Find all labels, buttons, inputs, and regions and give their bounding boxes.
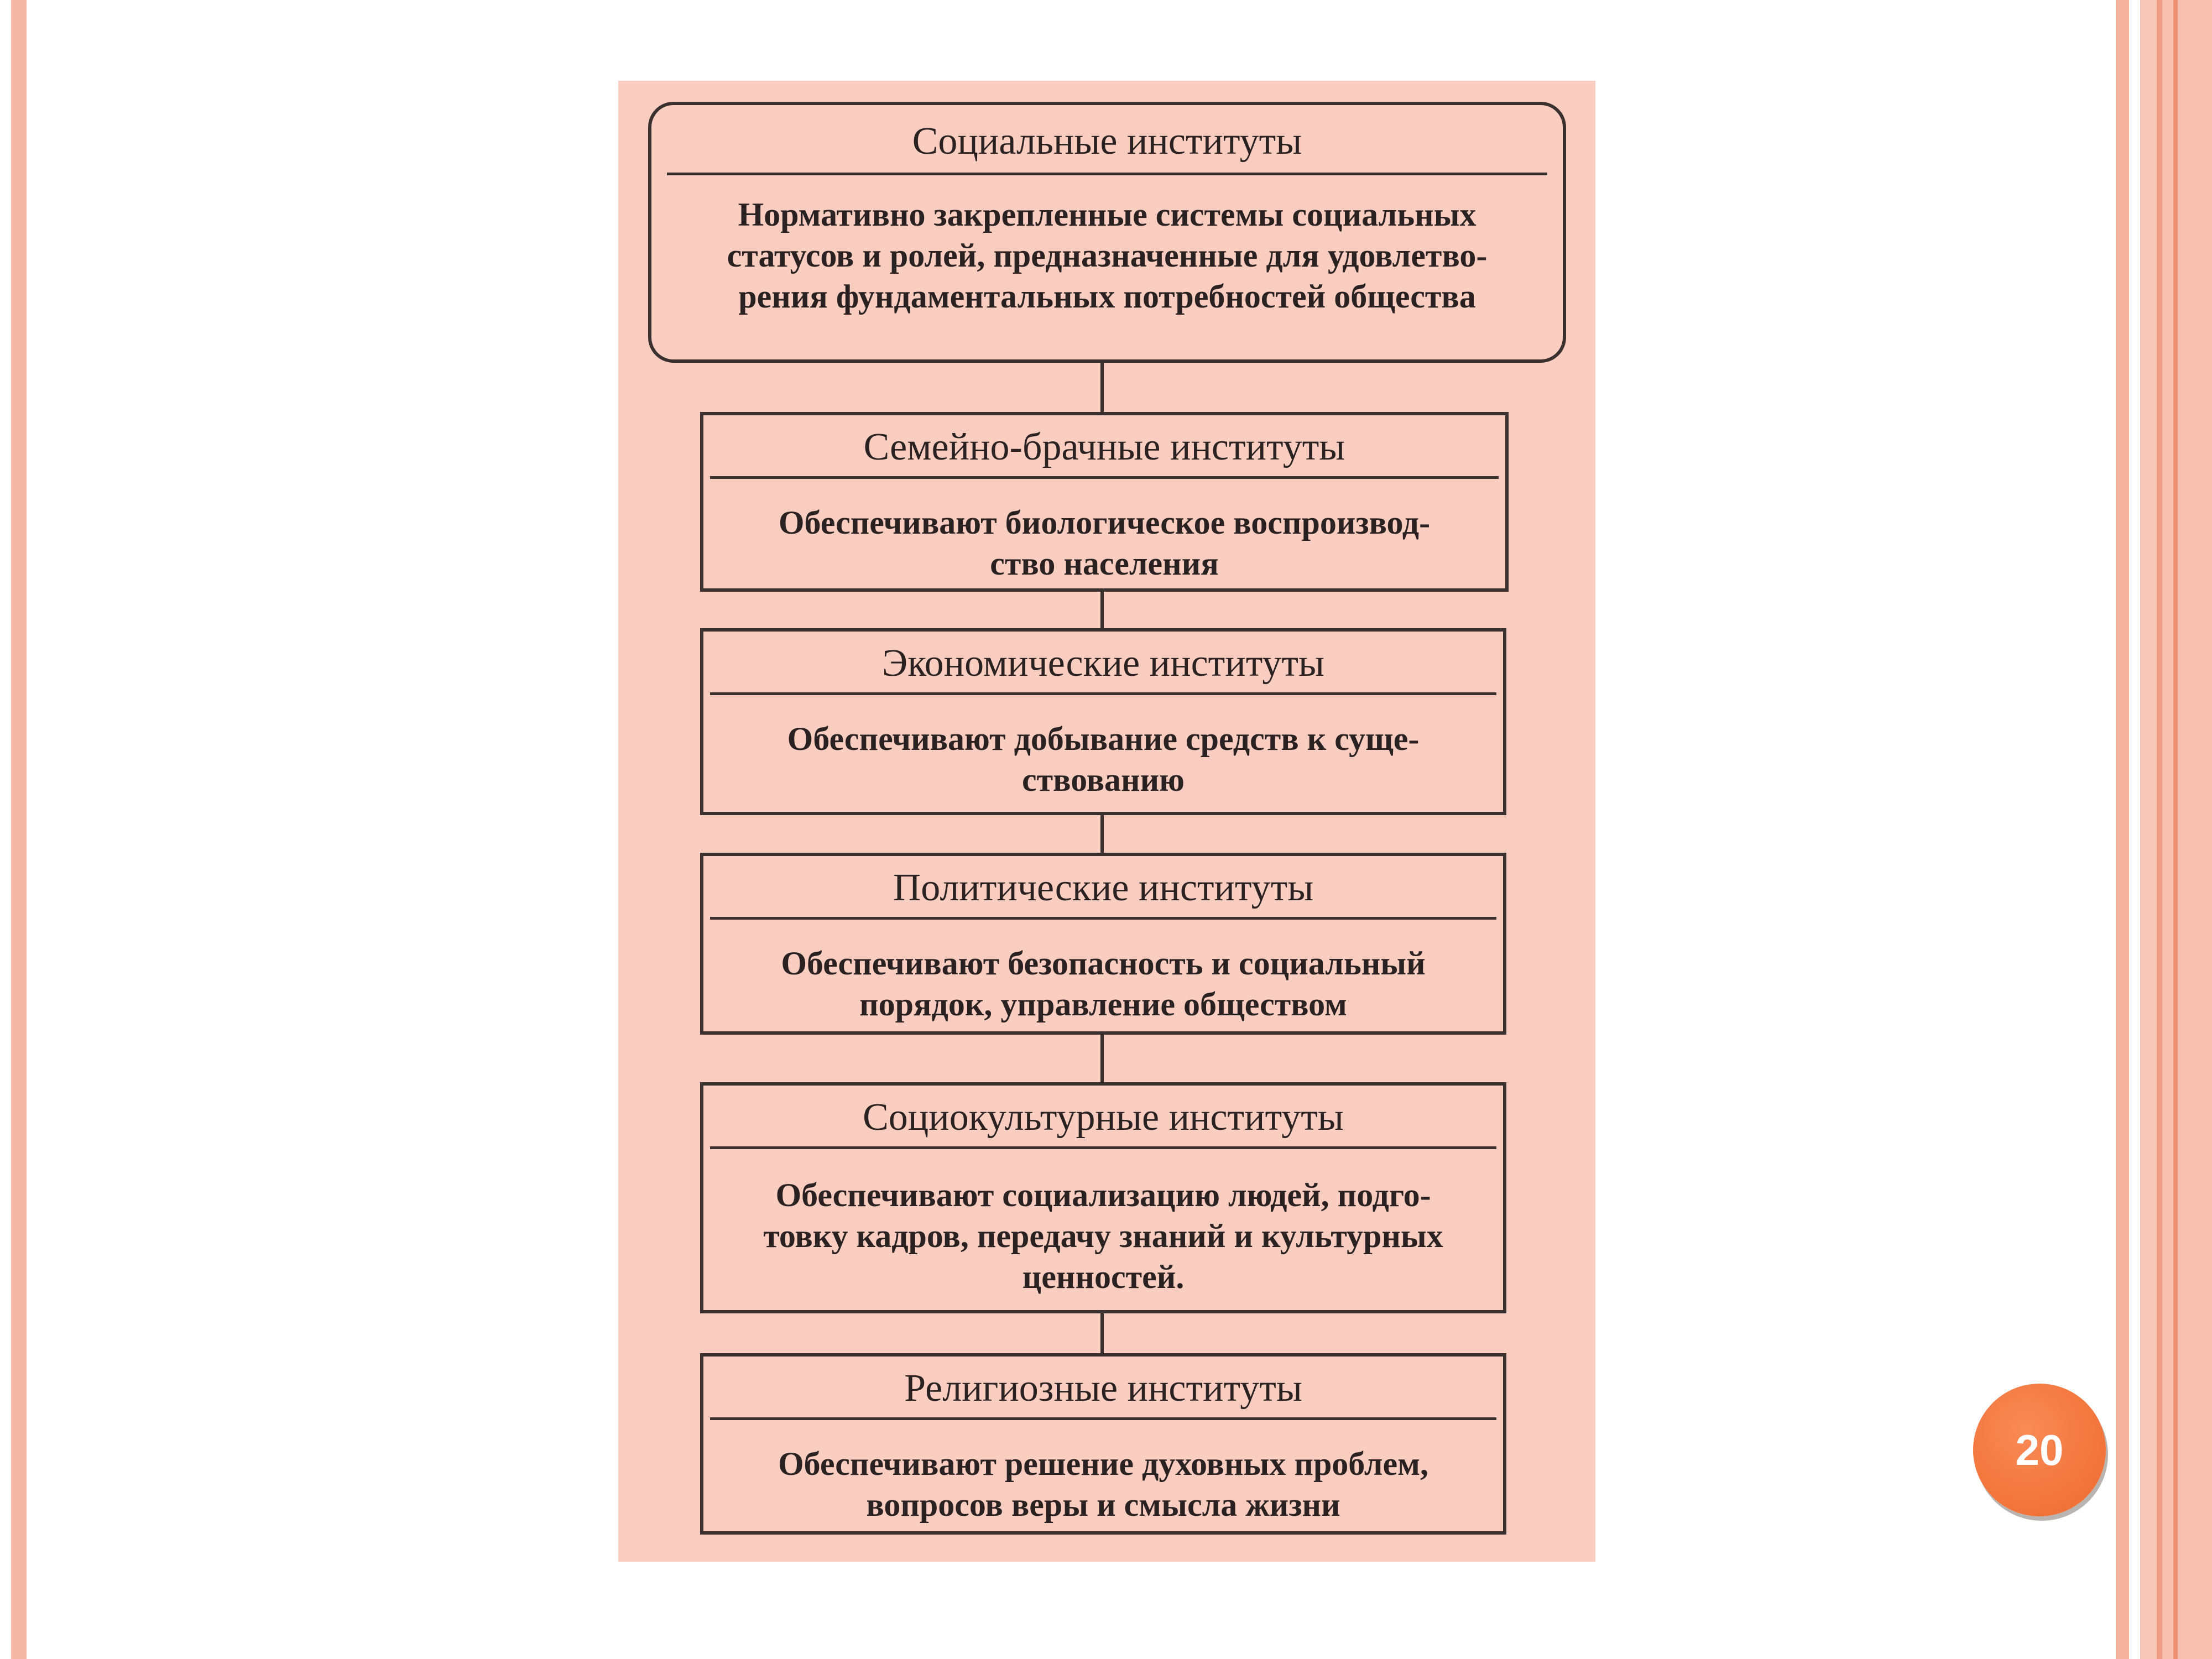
border-stripe [2116,0,2129,1659]
connector-line [1100,1032,1104,1084]
connector-line [1100,1311,1104,1355]
page-number-badge: 20 [1973,1384,2106,1516]
box-description: Нормативно закрепленные системы социальных статусов и ролей, предназначенные для удовлетво- рения фундаментальных потребностей общества [727,196,1488,315]
border-stripe [2157,0,2162,1659]
border-stripe [2173,0,2178,1659]
box-title: Социокультурные институты [710,1095,1496,1149]
box-title: Экономические институты [710,641,1496,695]
connector-line [1100,813,1104,855]
institution-box-economic [700,628,1506,815]
border-stripe [2162,0,2212,1659]
border-stripe [2140,0,2157,1659]
box-title: Семейно-брачные институты [710,425,1499,479]
box-description: Обеспечивают социализацию людей, подго- товку кадров, передачу знаний и культурных ценностей. [763,1177,1443,1295]
connector-line [1100,589,1104,630]
box-description: Обеспечивают безопасность и социальный порядок, управление обществом [781,945,1426,1022]
institution-box-political [700,853,1506,1035]
box-title: Религиозные институты [710,1366,1496,1420]
institution-box-religious [700,1353,1506,1535]
box-description: Обеспечивают биологическое воспроизвод- ство населения [778,504,1431,582]
connector-line [1100,361,1104,414]
root-box [648,102,1566,363]
box-title: Политические институты [710,866,1496,920]
slide-left-border [11,0,27,1659]
institution-box-family [700,412,1509,592]
box-description: Обеспечивают добывание средств к суще- ствованию [787,721,1420,798]
box-title: Социальные институты [667,119,1547,175]
box-description: Обеспечивают решение духовных проблем, вопросов веры и смысла жизни [778,1446,1428,1523]
institution-box-sociocultural [700,1082,1506,1313]
